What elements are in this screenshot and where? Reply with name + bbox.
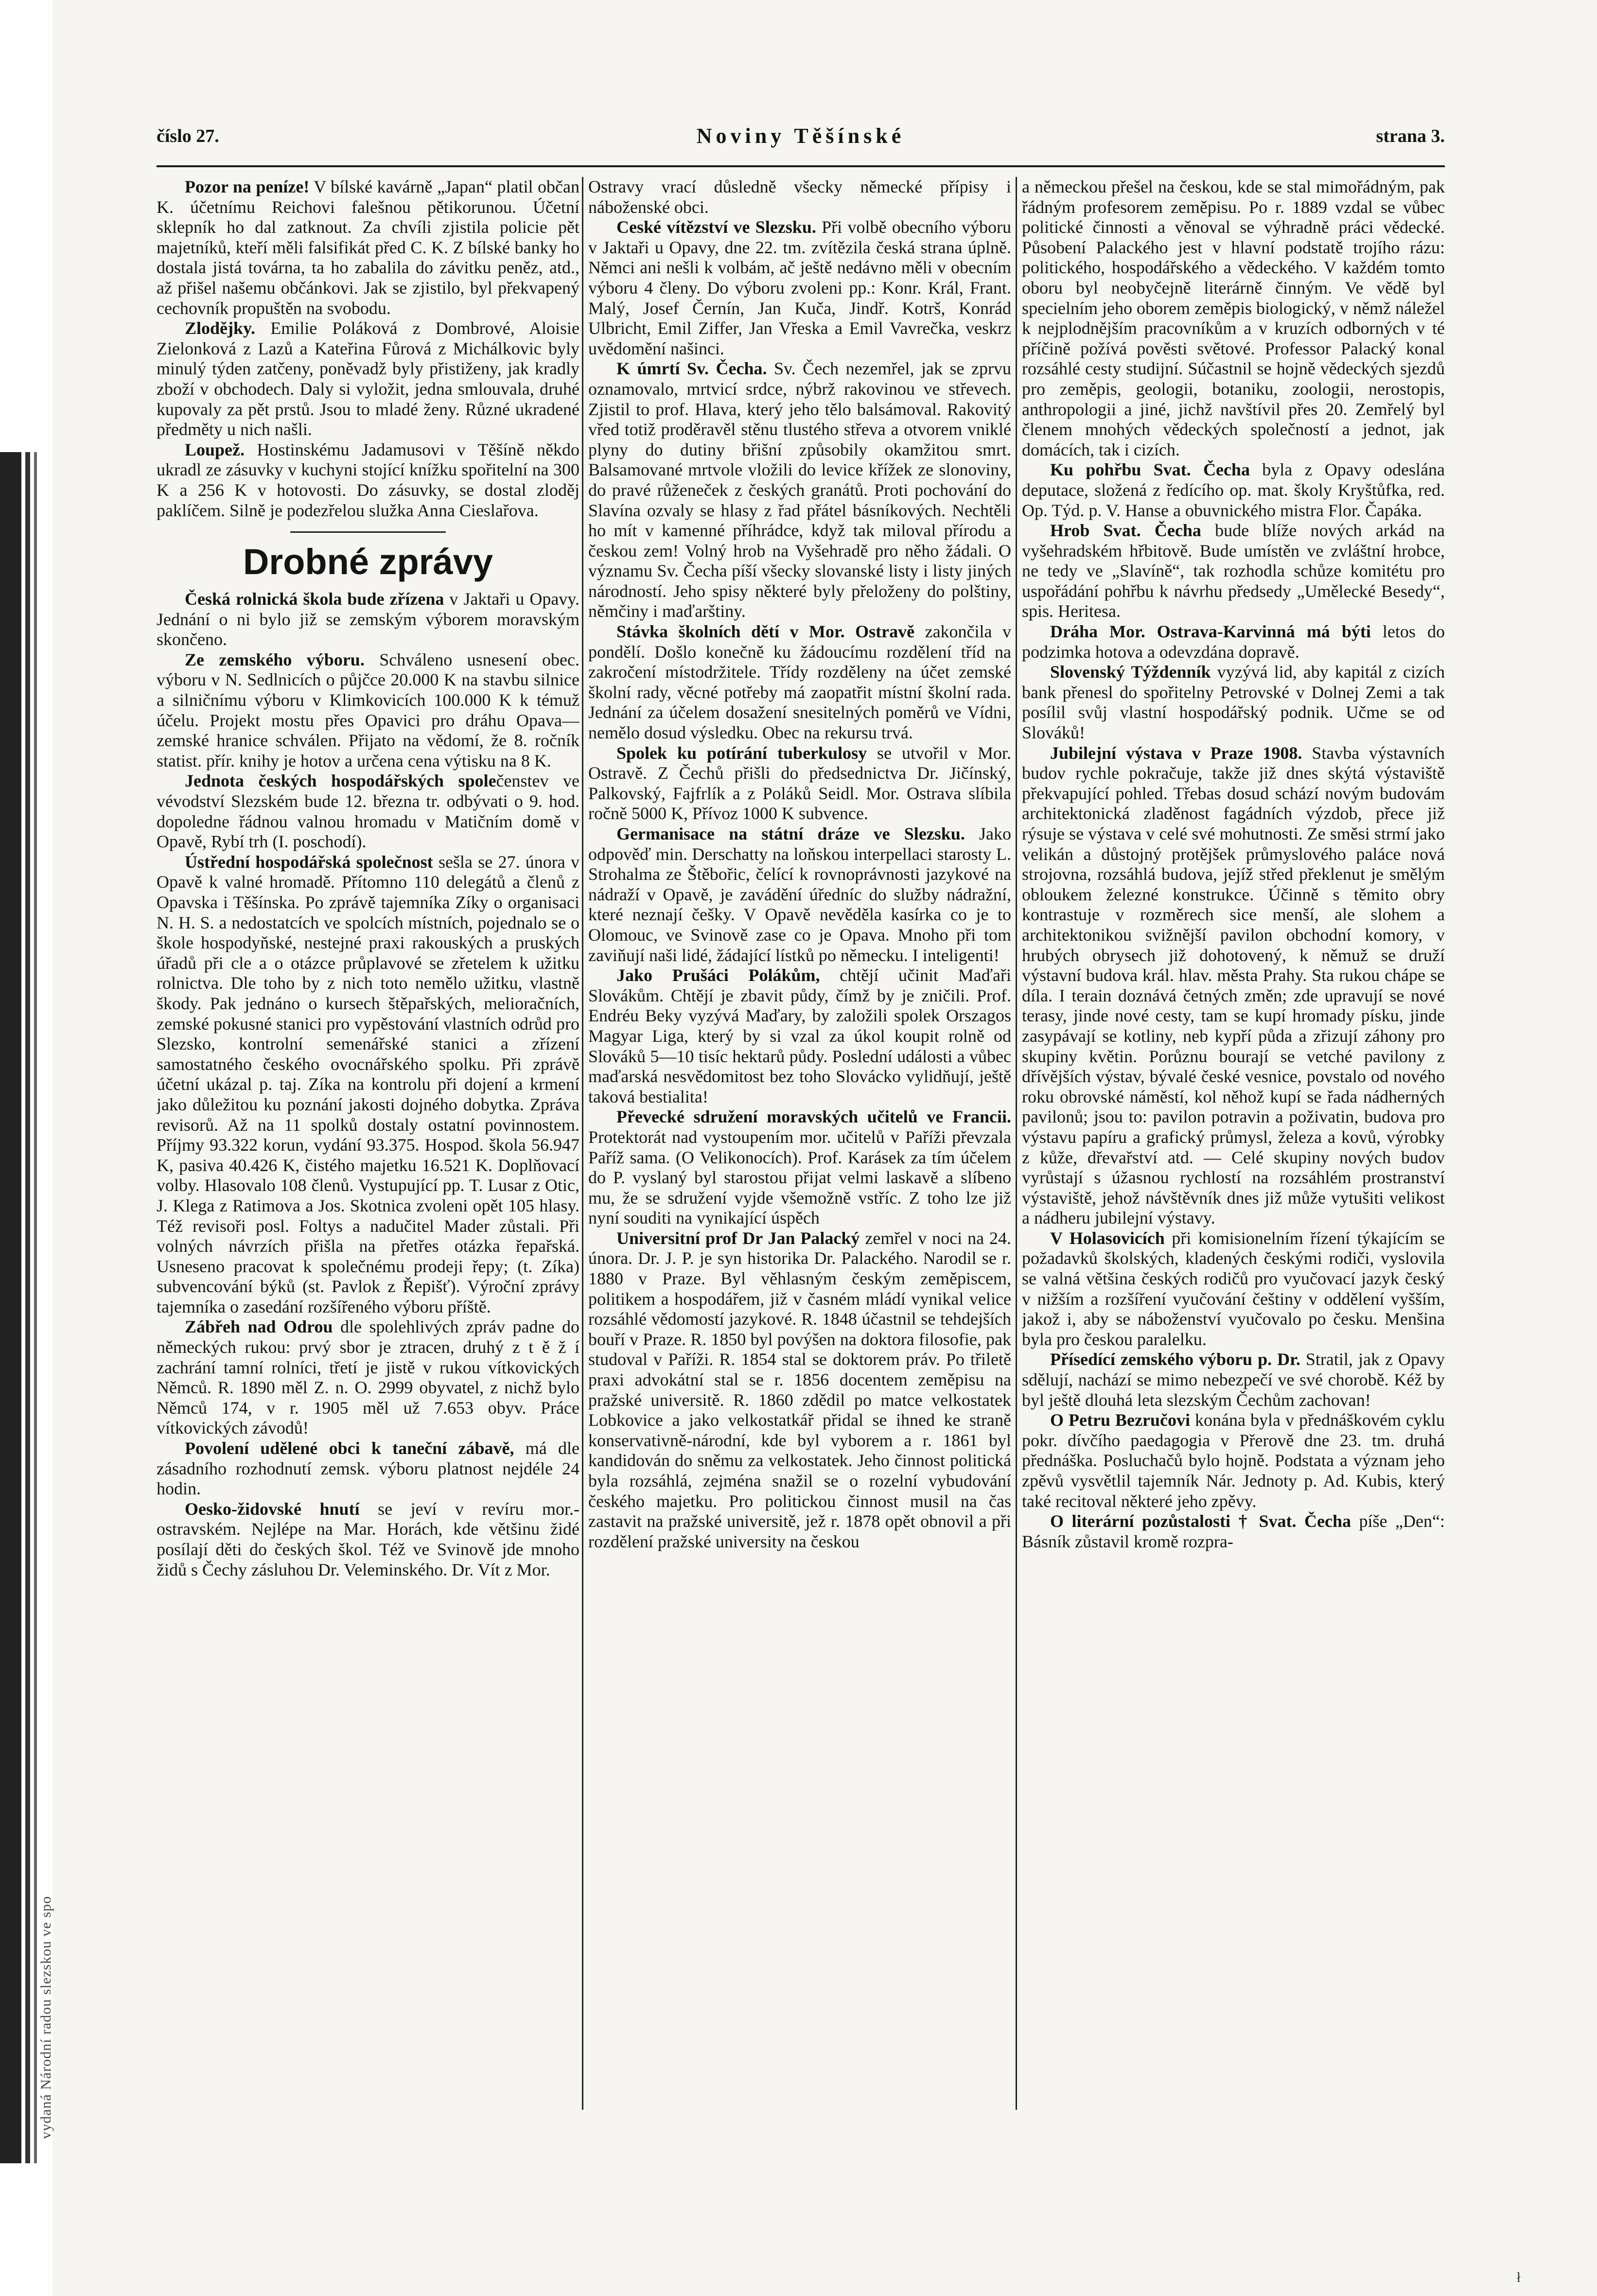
article-heading: Ku pohřbu Svat. Čecha [1050,460,1250,480]
article-paragraph [588,217,1011,359]
article-text: vyzývá lid, aby kapitál z cizích bank přenesl do spořitelny Petrovské v Dolnej Zemi a tak posílil svůj vlastní hospodářský podnik. Učme se od Slováků! [1022,662,1445,743]
article-heading: Slovenský Týždenník [1050,662,1211,682]
article-paragraph [157,589,579,650]
column-3 [1022,177,1445,2190]
article-paragraph [157,318,579,440]
article-text: Jako odpověď min. Derschatty na loňskou interpellaci starosty L. Strohalma ze Štěbořic, čelící k rovnoprávnosti jazykové na nádraží v Opavě, je zavádění úředníc do služby nádražní, které neznají češky. V Opavě nevěděla kasírka co je to Olomouc, ve Svinově zase co je Opava. Mnoho při tom zaviňují naši lidé, žádající lístků po německu. I inteligenti! [588,824,1011,965]
article-text: V bílské kavárně „Japan“ platil občan K. účetnímu Reichovi falešnou pětikorunou. Účetní sklepník ho dal zatknout. Za chvíli zjistila policie pět majetníků, kteří měli falsifikát před C. K. Z bílské banky ho dostala jistá továrna, ta ho zabalila do závitku peněz, atd., až přišel našemu občánkovi. Jak se zjistilo, byl překvapený cechovník propuštěn na svobodu. [157,177,579,318]
article-paragraph [1022,662,1445,743]
article-paragraph [588,177,1011,217]
article-paragraph [588,743,1011,824]
column-1-top-articles [157,177,579,521]
article-heading: Převecké sdružení moravských učitelů ve Francii. [616,1107,1011,1127]
article-text: byla z Opavy odeslána deputace, složená z ředícího op. mat. školy Kryštůfka, red. Op. Týd. p. V. Hanse a obuvnického mistra Flor. Čapáka. [1022,460,1445,520]
article-heading: O Petru Bezručovi [1050,1410,1190,1430]
article-paragraph [588,359,1011,622]
article-heading: Ceské vítězství ve Slezsku. [616,217,816,237]
column-2 [588,177,1011,2190]
article-heading: Stávka školních dětí v Mor. Ostravě [616,622,915,642]
column-1-news-items [157,589,579,1580]
article-text: se jeví v revíru mor.-ostravském. Nejlépe na Mar. Horách, kde většinu židé posílají děti do českých škol. Též ve Svinově jde mnoho židů s Čechy zásluhou Dr. Veleminského. Dr. Vít z Mor. [157,1499,579,1579]
article-heading: O literární pozůstalosti † Svat. Čecha [1050,1511,1351,1531]
article-text: Protektorát nad vystoupením mor. učitelů v Paříži převzala Paříž sama. (O Velikonocích). Prof. Karásek za tím účelem do P. vyslaný byl starostou přijat velmi laskavě a slíbeno mu, že se sdružení vyjde všemožně vstříc. Z toho lze již nyní souditi na vynikající úspěch [588,1127,1011,1228]
article-text: čenstev ve vévodství Slezském bude 12. března tr. odbývati o 9. hod. dopoledne řádnou valnou hromadu v Matičním domě v Opavě, Rybí trh (I. poschodí). [157,771,579,852]
section-title: Drobné zprávy [243,542,493,582]
article-paragraph [1022,177,1445,460]
section-divider [290,531,446,533]
article-paragraph [157,1317,579,1438]
page-header [157,125,1445,155]
article-paragraph [588,622,1011,743]
article-heading: Zábřeh nad Odrou [185,1317,333,1337]
article-paragraph [1022,1228,1445,1350]
article-paragraph [157,1438,579,1499]
article-heading: Germanisace na státní dráze ve Slezsku. [616,824,965,843]
article-text: chtějí učinit Maďaři Slovákům. Chtějí je zbavit půdy, čímž by je zničili. Prof. Endréu Beky vyzývá Maďary, by založili spolek Orszagos Magyar Liga, který by si vzal za úkol koupit rolně od Slováků 5—10 tisíc hektarů půdy. Poslední události a vůbec maďarská nesvědomitost bez toho Slovácko vylidňují, ještě taková bestialita! [588,965,1011,1106]
column-3-articles [1022,177,1445,1552]
article-text: Stavba výstavních budov rychle pokračuje, takže již dnes skýtá výstaviště překvapující pohled. Třebas dosud schází novým budovám architektonická zladěnost fagádních výzdob, přece již rýsuje se výstava v celé své mohutnosti. Ze směsi strmí jako velikán a důstojný protějšek průmyslového paláce nová strojovna, rozsáhlá budova, jejíž střed překlenut je smělým obloukem železné konstrukce. Účinně s těmito obry kontrastuje v rozměrech sice menší, ale slohem a architektonikou svižnější pavilon obchodní komory, v hrubých obrysech již dohotovený, k němuž se druží výstavní budova král. hlav. města Prahy. Sta rukou chápe se díla. I terain doznává četných změn; zde upravují se nové terasy, jinde nové cesty, tam se kupí hromady písku, jinde zasypávají se kotliny, neb kypří půda a zřizují záhony pro skupiny květin. Porůznu bourají se vetché pavilony z dřívějších výstav, bývalé české vesnice, povstalo od nového roku obrovské náměstí, kol něhož kupí se řada nádherných pavilonů; jsou to: pavilon potravin a poživatin, budova pro výstavu papíru a grafický průmysl, železa a kovů, výrobky z kůže, dřevařství atd. — Celé skupiny nových budov vyrůstají s úžasnou rychlostí na rozsáhlém prostranství výstaviště, jehož návštěvník dnes již může vytušiti velikost a nádheru jubilejní výstavy. [1022,743,1445,1228]
article-heading: K úmrtí Sv. Čecha. [616,359,767,379]
article-paragraph [157,1499,579,1580]
article-heading: Loupež. [185,439,245,459]
article-heading: V Holasovicích [1050,1228,1165,1248]
article-text: se utvořil v Mor. Ostravě. Z Čechů přišli do předsednictva Dr. Jičínský, Palkovský, Fajfrlík a z Poláků Seidl. Mor. Ostrava slíbila ročně 5000 K, Přívoz 1000 K subvence. [588,743,1011,824]
article-heading: Hrob Svat. Čecha [1050,521,1201,541]
article-text: má dle zásadního rozhodnutí zemsk. výboru platnost nejdéle 24 hodin. [157,1438,579,1499]
article-text: Emilie Poláková z Dombrové, Aloisie Zielonková z Lazů a Kateřina Fůrová z Michálkovic byly minulý týden zatčeny, poněvadž byly přistiženy, jak kradly zboží v obchodech. Daly si vyložit, jedna smlouvala, druhé kupovaly za pět prstů. Jsou to mladé ženy. Různé ukradené předměty u nich našli. [157,318,579,439]
article-text: dle spolehlivých zpráv padne do německých rukou: prvý sbor je ztracen, druhý z t ě ž í zachrání tamní rolníci, třetí je jistě v rukou vítkovických Němců. R. 1890 měl Z. n. O. 2999 obyvatel, z nichž bylo Němců 174, v r. 1905 měl už 7.653 obyv. Práce vítkovických závodů! [157,1317,579,1438]
newspaper-title: Noviny Těšínské [696,124,905,148]
scan-edge-line [25,452,30,2163]
article-paragraph [1022,1410,1445,1511]
article-text: v Jaktaři u Opavy. Jednání o ni bylo již se zemským výborem moravským skončeno. [157,589,579,649]
article-paragraph [157,650,579,771]
article-paragraph [157,177,579,318]
column-2-articles [588,177,1011,1552]
header-rule [157,165,1445,167]
article-heading: Ústřední hospodářská společnost [185,852,433,872]
article-text: zakončila v pondělí. Došlo konečně ku žádoucímu rozdělení tříd na zakročení místodržitele. Třídy rozděleny na účet zemské školní rady, věcné potřeby má zaopatřit místní školní rada. Jednání za účelem dosažení snesitelných poměrů ve Vídni, nemělo dosud výsledku. Obec na rekursu trvá. [588,622,1011,743]
article-heading: Dráha Mor. Ostrava-Karvinná má býti [1050,622,1371,642]
article-heading: Jako Prušáci Polákům, [616,965,820,985]
issue-number: číslo 27. [157,126,219,146]
article-heading: Ze zemského výboru. [185,649,365,669]
article-text: Schváleno usnesení obec. výboru v N. Sedlnicích o půjčce 20.000 K na stavbu silnice a silničnímu výboru v Klimkovicích 100.000 K k témuž účelu. Projekt mostu přes Opavici pro dráhu Opava—zemské hranice schválen. Přijato na vědomí, že 8. ročník statist. přír. knihy je hotov a určena cena výtisku na 8 K. [157,649,579,771]
article-heading: Přísedící zemského výboru p. Dr. [1050,1350,1300,1369]
article-text: bude blíže nových arkád na vyšehradském hřbitově. Bude umístěn ve zvláštní hrobce, ne tedy ve „Slavíně“, tak rozhodla schůze komitétu pro uspořádání pohřbu k návrhu předsedy „Umělecké Besedy“, spis. Heritesa. [1022,521,1445,621]
article-paragraph [588,965,1011,1107]
article-heading: Zlodějky. [185,318,256,338]
article-text: Ostravy vrací důsledně všecky německé přípisy i náboženské obci. [588,177,1011,217]
article-heading: Universitní prof Dr Jan Palacký [616,1228,860,1248]
scan-edge-line-light [34,452,37,2163]
article-paragraph [157,440,579,521]
article-paragraph [1022,743,1445,1228]
article-text: zemřel v noci na 24. února. Dr. J. P. je syn historika Dr. Palackého. Narodil se r. 1880 v Praze. Byl věhlasným českým zeměpiscem, politikem a hospodářem, již v časném mládí vynikal velice rozsáhlé vědomostí jazykové. R. 1848 účastnil se tehdejších bouří v Praze. R. 1850 byl povýšen na doktora filosofie, pak studoval v Paříži. R. 1854 stal se doktorem práv. Po třiletě praxi advokátní stal se r. 1856 docentem zeměpisu na pražské universitě. R. 1860 zdědil po matce velkostatek Lobkovice a jako velkostatkář přidal se ihned ke straně konservativně-národní, kde byl vyborem a r. 1861 byl kandidován do sněmu za velkostatek. Jeho činnost politická byla rozsáhlá, zejména snažil se o rozelní vybudování českého majetku. Pro politickou činnost musil na čas zastavit na pražské universitě, jež r. 1878 opět obnovil a při rozdělení pražské university na českou [588,1228,1011,1551]
article-heading: Povolení udělené obci k taneční zábavě, [185,1438,514,1458]
article-heading: Oesko-židovské hnutí [185,1499,360,1519]
footer-mark: ł [1517,2270,1521,2285]
article-paragraph [588,824,1011,965]
article-paragraph [157,852,579,1317]
article-paragraph [588,1228,1011,1552]
page-number: strana 3. [1376,126,1445,146]
scan-edge-strip [0,452,21,2163]
article-paragraph [1022,460,1445,521]
article-text: Při volbě obecního výboru v Jaktaři u Opavy, dne 22. tm. zvítězila česká strana úplně. Němci ani nešli k volbám, ač ještě nedávno měli v obecním výboru 4 členy. Do výboru zvoleni pp.: Konr. Král, Frant. Malý, Josef Černín, Jan Kuča, Jindř. Kotrš, Konrád Ulbricht, Emil Ziffer, Jan Vřeska a Emil Vavrečka, veskrz uvědomění našinci. [588,217,1011,358]
article-text: Hostinskému Jadamusovi v Těšíně někdo ukradl ze zásuvky v kuchyni stojící knížku spořitelní na 300 K a 256 K v hotovosti. Do zásuvky, se dostal zloděj paklíčem. Silně je podezřelou služka Anna Cieslařova. [157,439,579,520]
article-text: konána byla v přednáškovém cyklu pokr. dívčího paedagogia v Přerově dne 23. tm. druhá přednáška. Posluchačů bylo hojně. Podstata a význam jeho zpěvů vysvětlil tajemník Nár. Jednoty p. Ad. Kubis, který také recitoval některé jeho zpěvy. [1022,1410,1445,1511]
article-text: píše „Den“: Básník zůstavil kromě rozpra- [1022,1511,1445,1551]
article-heading: Jednota českých hospodářských spole [185,771,496,791]
article-heading: Pozor na peníze! [185,177,310,196]
article-text: letos do podzimka hotova a odevzdána dopravě. [1022,622,1445,662]
article-heading: Česká rolnická škola bude zřízena [185,589,444,609]
article-heading: Spolek ku potírání tuberkulosy [616,743,867,763]
article-paragraph [1022,622,1445,662]
article-paragraph [1022,521,1445,622]
column-separator [582,177,583,2110]
article-text: a německou přešel na českou, kde se stal mimořádným, pak řádným profesorem zeměpisu. Po r. 1889 vzdal se vůbec politické činnosti a věnoval se výhradně práci vědecké. Působení Palackého jest v hlavní podstatě trojího rázu: politického, hospodářského a vědeckého. V každém tomto oboru byl neobyčejně literárně činným. Ve vědě byl specielním jeho oborem zeměpis biologický, v němž náležel k nejplodnějším pracovníkům a v kruzích odborných v té příčině požívá pověsti světové. Professor Palacký konal rozsáhlé cesty studijní. Súčastnil se hojně vědeckých sjezdů pro zeměpis, geologii, botaniku, zoologii, nerostopis, anthropologii a jiné, jichž navštívil přes 20. Zemřelý byl členem mnohých vědeckých společností a jednot, jak domácích, tak i cizích. [1022,177,1445,459]
vertical-side-text: vydaná Národní radou slezskou ve spo [38,1895,54,2139]
article-paragraph [1022,1511,1445,1552]
article-text: Stratil, jak z Opavy sdělují, nachází se mimo nebezpečí ve své chorobě. Kéž by byl ještě dlouhá leta slezským Čechům zachovan! [1022,1350,1445,1410]
article-paragraph [157,771,579,852]
article-text: sešla se 27. února v Opavě k valné hromadě. Přítomno 110 delegátů a členů z Opavska i Těšínska. Po zprávě tajemníka Zíky o organisaci N. H. S. a nedostatcích ve spolcích místních, pojednalo se o škole hospodyňské, nestejné praxi rakouských a pruských úřadů při cle a o otázce průplavové se zřetelem k užitku rolnictva. Dle toho by z nich toto nemělo užitku, vlastně škody. Pak jednáno o kursech štěpařských, melioračních, zemské pokusné stanici pro vypěstování vlastních odrůd pro Slezsko, kontrolní semenářské stanici a zřízení samostatného českého ovocnářského spolku. Při zprávě účetní ukázal p. taj. Zíka na kontrolu při dojení a krmení jako důležitou ku poznání jakosti dojného dobytka. Zpráva revisorů. Až na 11 spolků dostaly ostatní povinnostem. Příjmy 93.322 korun, vydání 93.375. Hospod. škola 56.947 K, pasiva 40.426 K, čistého majetku 16.521 K. Doplňovací volby. Hlasovalo 108 členů. Vystupující pp. T. Lusar z Otic, J. Klega z Ratimova a Jos. Skotnica zvoleni opět 105 hlasy. Též revisoři posl. Foltys a nadučitel Mader zůstali. Při volných návrzích přišla na přetřes otázka řepařská. Usneseno pracovat k společnému prodeji řepy; (t. Zíka) subvencování býků (st. Pavlok z Řepišť). Výroční zprávy tajemníka o zasedání rozšířeného výboru příště. [157,852,579,1316]
article-heading: Jubilejní výstava v Praze 1908. [1050,743,1302,763]
article-paragraph [588,1107,1011,1228]
column-separator [1016,177,1017,2110]
column-1 [157,177,579,2190]
article-text: Sv. Čech nezemřel, jak se zprvu oznamovalo, mrtvicí srdce, nýbrž rakovinou ve střevech. Zjistil to prof. Hlava, který jeho tělo balsámoval. Rakovitý vřed totiž proděravěl stěnu tlustého střeva a otvorem vniklé plyny do dutiny břišní způsobily okamžitou smrt. Balsamované mrtvole vložili do levice křížek ze slonoviny, do pravé růženeček z českých granátů. Proti pochování do Slavína ozvaly se hlasy z řad přátel básníkových. Nechtěli ho mít v kamenné příhrádce, když tak miloval přírodu a českou zem! Volný hrob na Vyšehradě pro něho žádali. O významu Sv. Čecha píší všecky slovanské listy i listy jiných národností. Jeho spisy některé byly přeloženy do polštiny, němčiny i maďarštiny. [588,359,1011,621]
article-paragraph [1022,1350,1445,1410]
article-text: při komisionelním řízení týkajícím se požadavků školských, kladených českými rodiči, vyslovila se valná většina českých rodičů pro vyučovací jazyk český v nižším a rozšíření vyučování češtiny v oddělení vyšším, jakož i, aby se náboženství vyučovalo po česku. Menšina byla pro českou paralelku. [1022,1228,1445,1349]
